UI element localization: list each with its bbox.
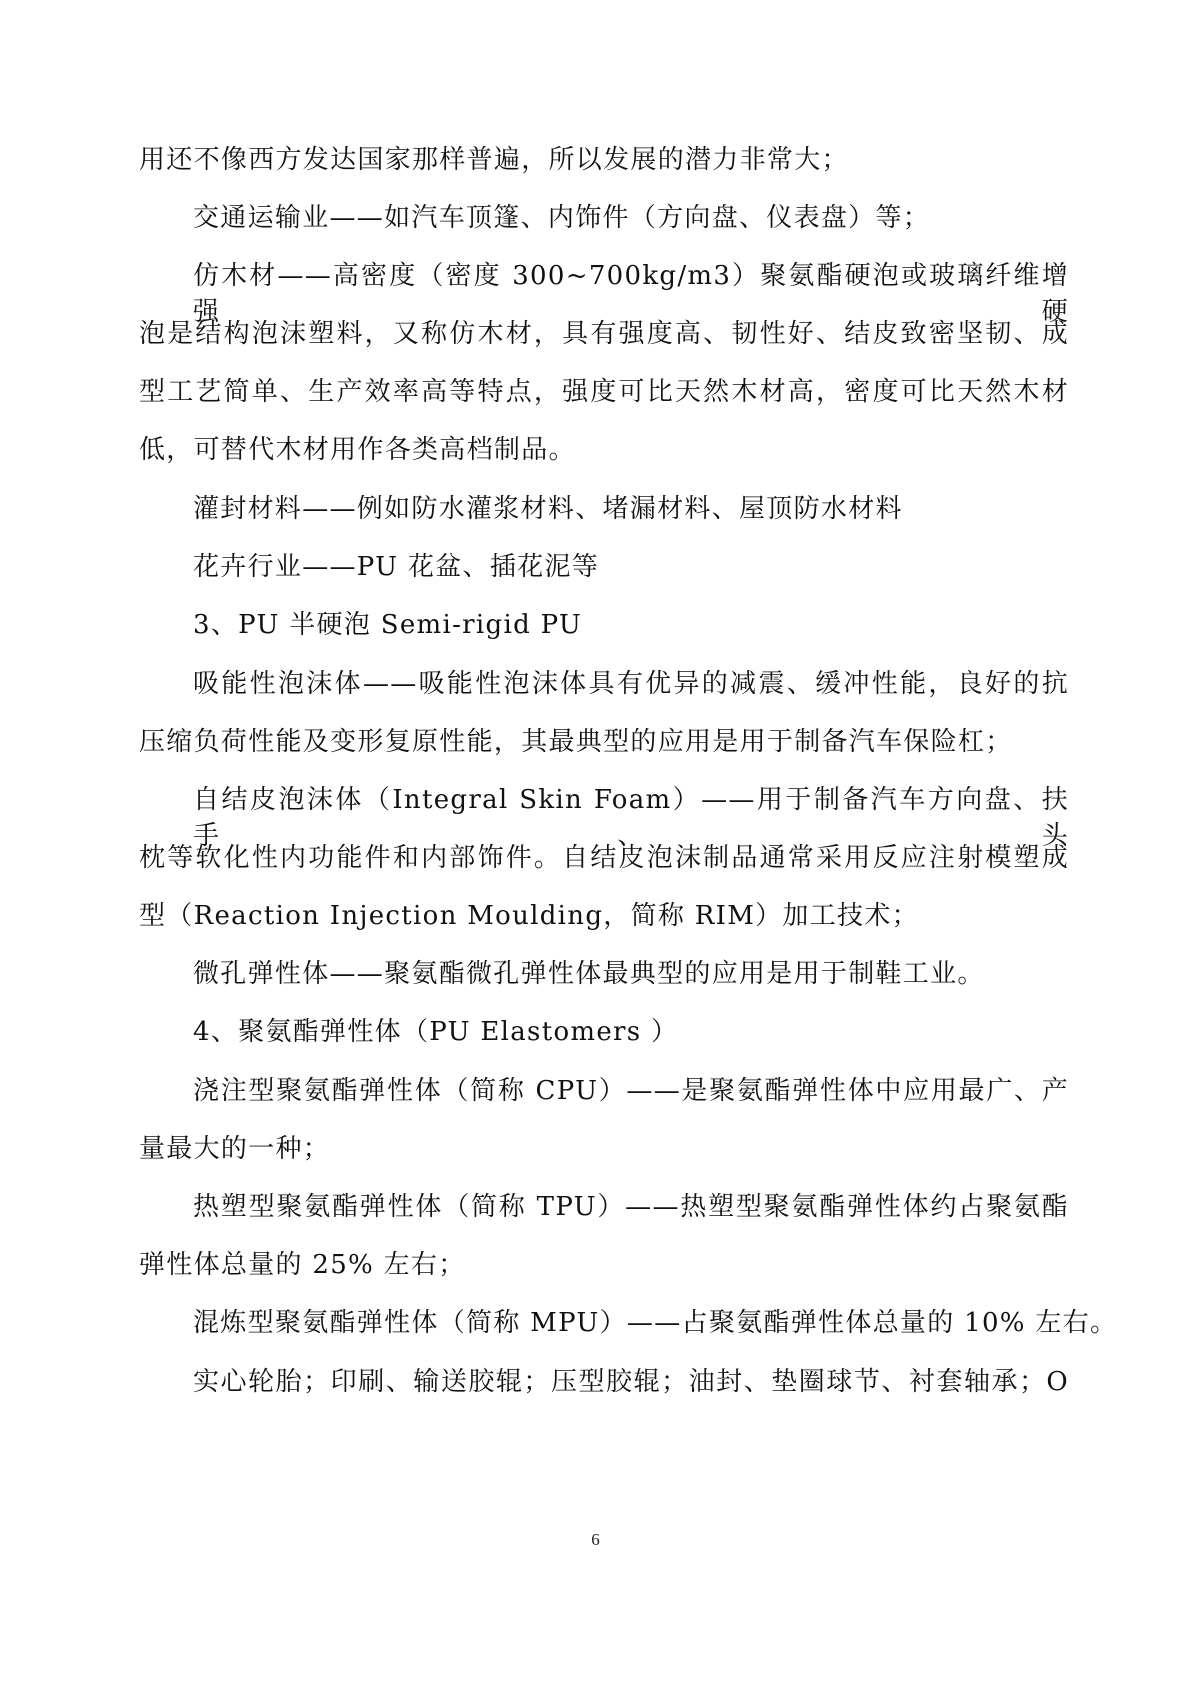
text-line-11: 压缩负荷性能及变形复原性能，其最典型的应用是用于制备汽车保险杠；: [139, 727, 1013, 757]
text-line-1: 用还不像西方发达国家那样普遍，所以发展的潜力非常大；: [139, 145, 849, 175]
text-line-7: 灌封材料——例如防水灌浆材料、堵漏材料、屋顶防水材料: [193, 494, 903, 524]
text-line-13: 枕等软化性内功能件和内部饰件。自结皮泡沫制品通常采用反应注射模塑成: [139, 843, 1069, 873]
section-heading-3: 3、PU 半硬泡 Semi-rigid PU: [193, 610, 583, 640]
section-heading-4: 4、聚氨酯弹性体（PU Elastomers ）: [193, 1017, 679, 1047]
text-line-6: 低，可替代木材用作各类高档制品。: [139, 435, 576, 465]
text-line-19: 热塑型聚氨酯弹性体（简称 TPU）——热塑型聚氨酯弹性体约占聚氨酯: [193, 1192, 1069, 1222]
text-line-14: 型（Reaction Injection Moulding，简称 RIM）加工技术；: [139, 901, 919, 931]
page-number: 6: [591, 1530, 600, 1549]
text-line-5: 型工艺简单、生产效率高等特点，强度可比天然木材高，密度可比天然木材: [139, 377, 1069, 407]
text-line-21: 混炼型聚氨酯弹性体（简称 MPU）——占聚氨酯弹性体总量的 10% 左右。: [193, 1308, 1118, 1338]
text-line-12: 自结皮泡沫体（Integral Skin Foam）——用于制备汽车方向盘、扶手、头: [193, 785, 1069, 851]
text-line-17: 浇注型聚氨酯弹性体（简称 CPU）——是聚氨酯弹性体中应用最广、产: [193, 1076, 1069, 1106]
text-line-18: 量最大的一种；: [139, 1134, 331, 1164]
text-line-20: 弹性体总量的 25% 左右；: [139, 1250, 466, 1280]
text-line-8: 花卉行业——PU 花盆、插花泥等: [193, 552, 600, 582]
text-line-3: 仿木材——高密度（密度 300~700kg/m3）聚氨酯硬泡或玻璃纤维增强硬: [193, 261, 1069, 327]
text-line-2: 交通运输业——如汽车顶篷、内饰件（方向盘、仪表盘）等；: [193, 203, 931, 233]
text-line-22: 实心轮胎；印刷、输送胶辊；压型胶辊；油封、垫圈球节、衬套轴承；O: [193, 1367, 1069, 1397]
text-line-10: 吸能性泡沫体——吸能性泡沫体具有优异的减震、缓冲性能，良好的抗: [193, 669, 1069, 699]
text-line-15: 微孔弹性体——聚氨酯微孔弹性体最典型的应用是用于制鞋工业。: [193, 959, 985, 989]
text-line-4: 泡是结构泡沫塑料，又称仿木材，具有强度高、韧性好、结皮致密坚韧、成: [139, 319, 1069, 349]
